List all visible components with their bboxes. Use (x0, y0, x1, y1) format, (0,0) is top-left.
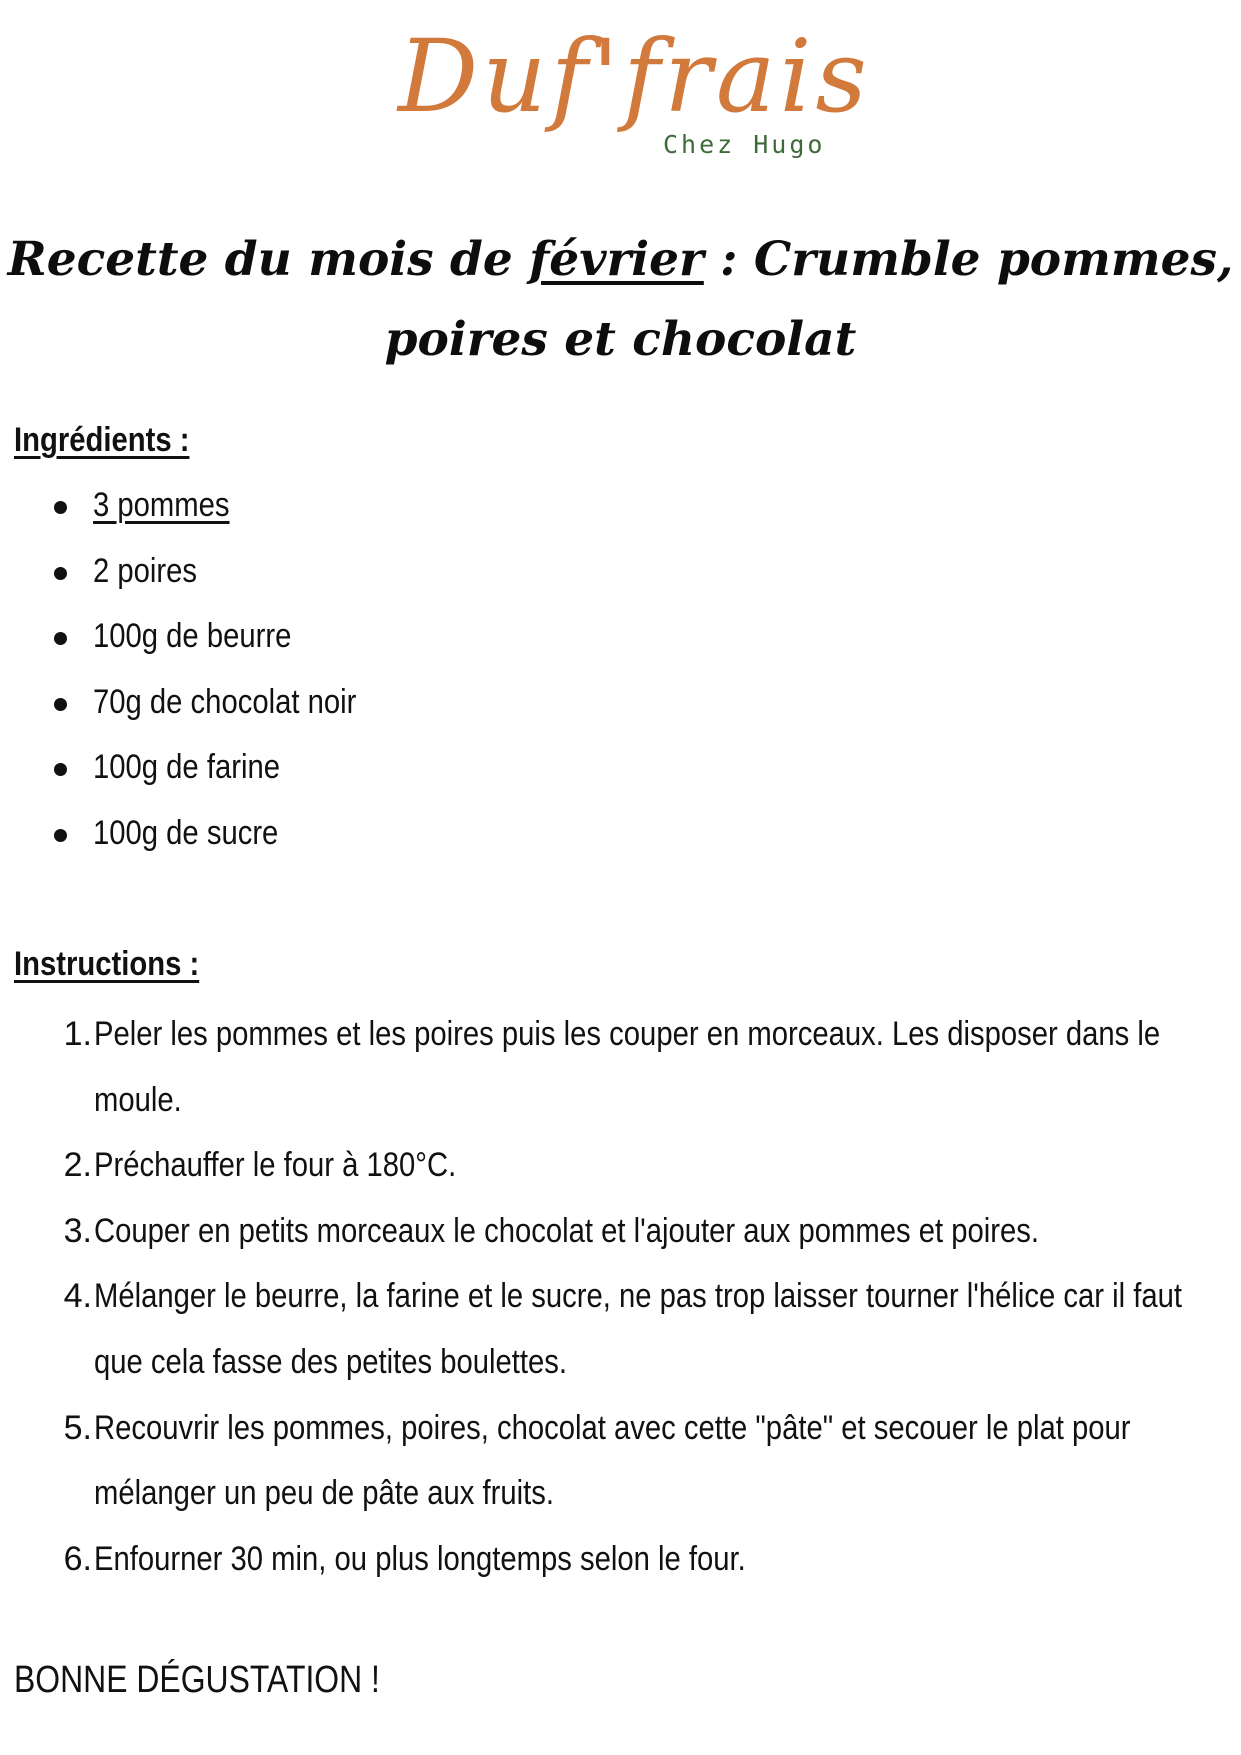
title-month: février (529, 232, 704, 287)
instruction-step (0, 1396, 1241, 1527)
bullet-icon (54, 698, 67, 711)
instruction-step (0, 1002, 1241, 1133)
step-number: 3. (63, 1211, 92, 1250)
step-number: 6. (63, 1539, 92, 1578)
step-number: 4. (63, 1277, 92, 1316)
ingredient-text: 100g de beurre (93, 617, 292, 656)
bullet-icon (54, 567, 67, 580)
ingredient-text: 3 pommes (93, 486, 230, 524)
step-text: Couper en petits morceaux le chocolat et l'ajouter aux pommes et poires. (94, 1211, 1040, 1250)
logo-tagline: Chez Hugo (663, 130, 826, 159)
instruction-step (0, 1199, 1241, 1265)
page-title (0, 220, 1241, 380)
step-text: Enfourner 30 min, ou plus longtemps selon le four. (94, 1539, 746, 1578)
bullet-icon (54, 632, 67, 645)
bullet-icon (54, 501, 67, 514)
logo-name: Duf'frais (398, 18, 871, 135)
instruction-step (0, 1264, 1241, 1395)
instructions-heading: Instructions : (14, 945, 200, 983)
bullet-icon (54, 829, 67, 842)
bullet-icon (54, 763, 67, 776)
ingredient-text: 100g de farine (93, 748, 280, 787)
brand-logo (390, 12, 871, 162)
step-number: 5. (63, 1408, 92, 1447)
ingredient-text: 2 poires (93, 551, 198, 590)
step-text: Préchauffer le four à 180°C. (94, 1146, 457, 1185)
step-text: Peler les pommes et les poires puis les couper en morceaux. Les disposer dans le moule. (94, 1015, 1161, 1119)
step-number: 2. (63, 1146, 92, 1185)
ingredients-heading: Ingrédients : (14, 421, 190, 459)
instructions-list (0, 1002, 1241, 1592)
instruction-step (0, 1527, 1241, 1593)
step-number: 1. (63, 1015, 92, 1053)
step-text: Mélanger le beurre, la farine et le sucre, ne pas trop laisser tourner l'hélice car il faut que cela fasse des petites boulettes. (94, 1277, 1183, 1381)
title-part-2: : Crumble pommes, poires et chocolat (384, 232, 1234, 367)
ingredient-text: 100g de sucre (93, 813, 279, 852)
ingredient-text: 70g de chocolat noir (93, 682, 357, 721)
step-text: Recouvrir les pommes, poires, chocolat avec cette "pâte" et secouer le plat pour mélanger un peu de pâte aux fruits. (94, 1408, 1131, 1513)
instruction-step (0, 1133, 1241, 1199)
title-part-1: Recette du mois de (7, 232, 530, 287)
closing-message: BONNE DÉGUSTATION ! (14, 1659, 380, 1701)
